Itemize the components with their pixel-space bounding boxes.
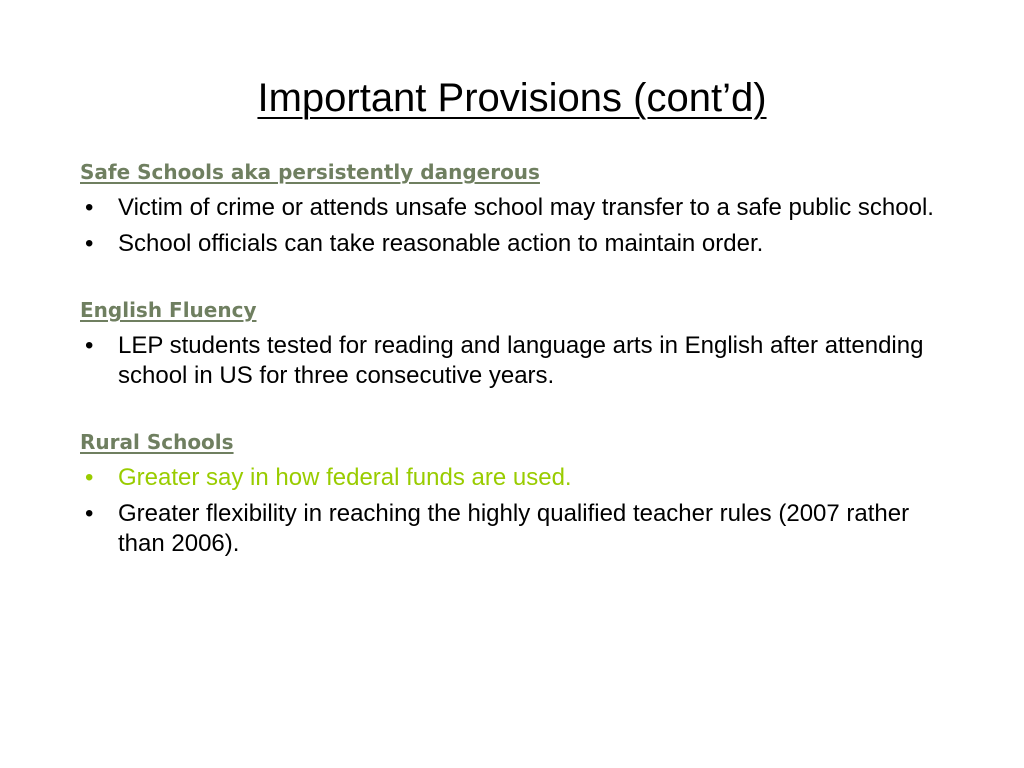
- slide-content: [80, 157, 960, 559]
- bullet-icon: •: [85, 500, 94, 527]
- section-safe-schools: [80, 157, 960, 259]
- bullet-list: [80, 463, 960, 559]
- bullet-text: Victim of crime or attends unsafe school may transfer to a safe public school.: [118, 194, 934, 221]
- section-rural-schools: [80, 427, 960, 559]
- section-heading: Rural Schools: [80, 430, 234, 454]
- slide-title: Important Provisions (cont’d): [257, 76, 767, 120]
- bullet-item: [80, 331, 960, 391]
- bullet-text: Greater flexibility in reaching the highly qualified teacher rules (2007 rather than 2006).: [118, 500, 910, 557]
- bullet-icon: •: [85, 194, 94, 221]
- bullet-item: [80, 229, 960, 259]
- bullet-item-highlighted: [80, 463, 960, 493]
- bullet-icon: •: [85, 464, 94, 491]
- bullet-icon: •: [85, 332, 94, 359]
- bullet-list: [80, 193, 960, 259]
- bullet-text: LEP students tested for reading and language arts in English after attending school in US for three consecutive years.: [118, 332, 924, 389]
- bullet-list: [80, 331, 960, 391]
- bullet-text: School officials can take reasonable action to maintain order.: [118, 230, 764, 257]
- section-heading: Safe Schools aka persistently dangerous: [80, 160, 540, 184]
- section-english-fluency: [80, 295, 960, 391]
- spacer: [80, 259, 960, 295]
- spacer: [80, 391, 960, 427]
- bullet-item: [80, 499, 960, 559]
- bullet-icon: •: [85, 230, 94, 257]
- bullet-text: Greater say in how federal funds are used.: [118, 464, 572, 491]
- bullet-item: [80, 193, 960, 223]
- section-heading: English Fluency: [80, 298, 257, 322]
